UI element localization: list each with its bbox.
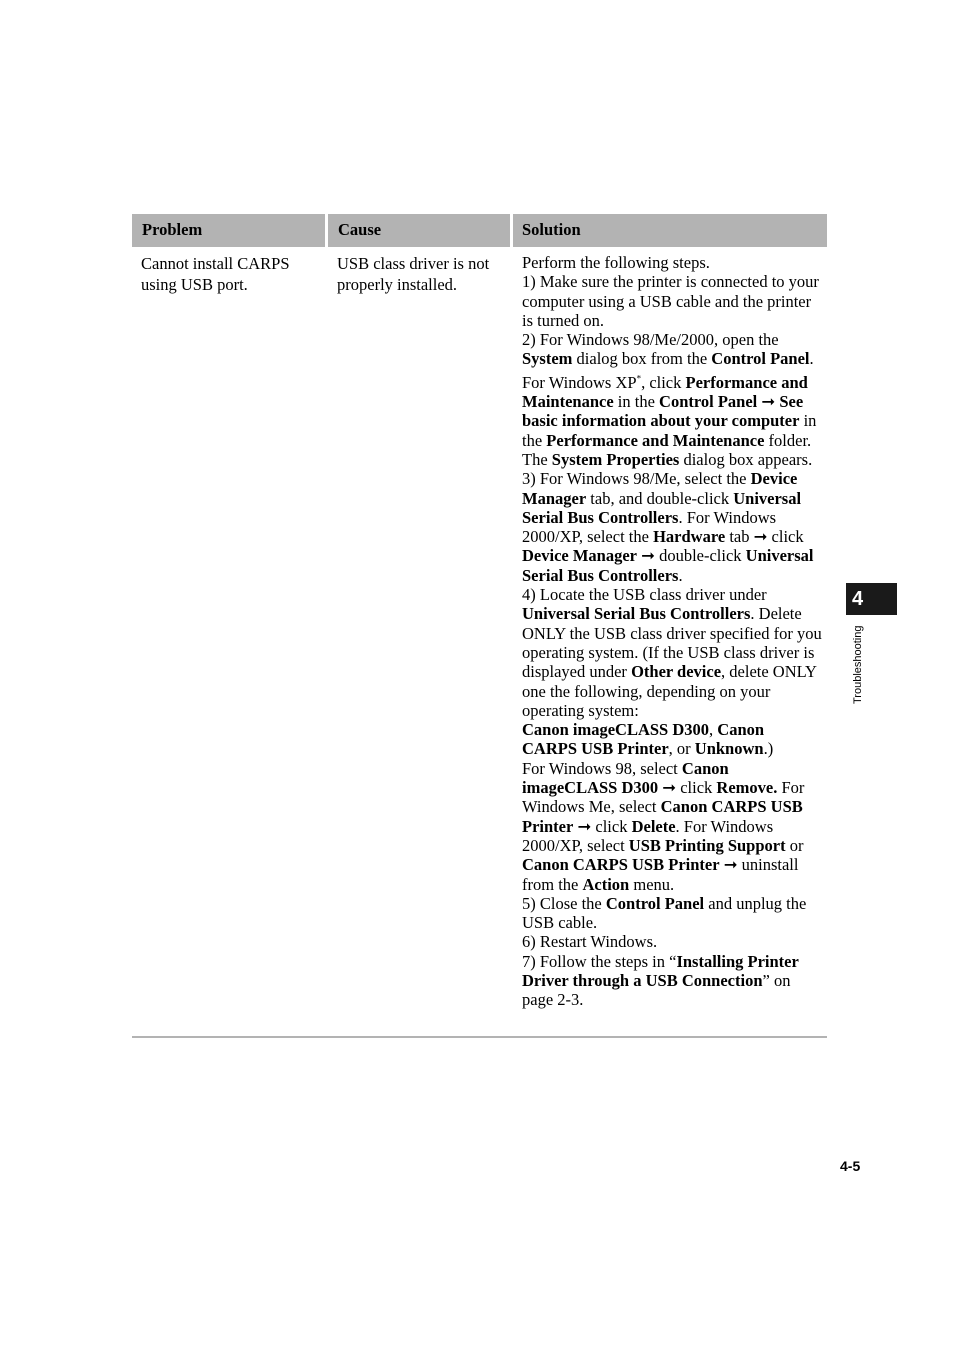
solution-text: System <box>522 349 573 369</box>
solution-text: 2) For Windows 98/Me/2000, open the <box>522 330 779 350</box>
solution-text: tab, and double-click <box>586 488 734 508</box>
solution-text: For Windows 98, select <box>522 758 682 778</box>
solution-text: or <box>785 835 804 855</box>
solution-text: and unplug the USB cable. <box>522 893 807 933</box>
solution-paragraph <box>522 720 822 759</box>
solution-paragraph <box>522 952 822 1010</box>
solution-text: menu. <box>629 874 675 894</box>
solution-text: Canon CARPS USB Printer <box>522 797 803 836</box>
solution-paragraph <box>522 932 822 951</box>
solution-paragraph <box>522 253 822 272</box>
cell-problem: Cannot install CARPS using USB port. <box>141 254 290 294</box>
solution-paragraph <box>522 894 822 933</box>
solution-text: System Properties <box>551 449 680 469</box>
solution-paragraph <box>522 373 822 469</box>
solution-text: Control Panel <box>711 349 810 369</box>
solution-text: Canon CARPS USB Printer <box>522 720 765 759</box>
solution-text: in the <box>522 411 817 450</box>
solution-text: * <box>636 373 642 384</box>
solution-text: 7) Follow the steps in “ <box>522 951 677 971</box>
solution-text: 1) Make sure the printer is connected to your computer using a USB cable and the printer is turned on. <box>522 272 819 330</box>
solution-text: Performance and Maintenance <box>546 430 765 450</box>
solution-text: , click <box>641 372 686 392</box>
solution-text: . <box>678 565 683 585</box>
cell-cause: USB class driver is not properly installed. <box>337 254 490 294</box>
solution-text: Universal Serial Bus Controllers <box>522 488 802 527</box>
solution-text: , or <box>668 739 695 759</box>
solution-text: .) <box>763 739 774 759</box>
solution-text: Canon imageCLASS D300 <box>522 720 710 740</box>
solution-text: Control Panel <box>659 392 758 412</box>
solution-text: Other device <box>631 662 722 682</box>
solution-text: For Windows XP <box>522 372 637 392</box>
solution-text: USB Printing Support <box>628 835 786 855</box>
solution-text: Device Manager <box>522 546 637 566</box>
solution-text: Performance and Maintenance <box>522 372 808 412</box>
solution-text: ➞ click <box>658 778 717 798</box>
solution-text: Canon imageCLASS D300 <box>522 758 729 798</box>
solution-paragraph <box>522 330 822 369</box>
solution-text: in the <box>613 392 660 412</box>
solution-text: Remove. <box>716 778 778 798</box>
solution-text: Installing Printer Driver through a USB Connection <box>522 951 799 990</box>
solution-text: Control Panel <box>605 893 705 913</box>
solution-text: dialog box from the <box>572 349 712 369</box>
solution-text: , <box>709 720 718 740</box>
solution-text: 5) Close the <box>522 893 606 913</box>
solution-text: ➞ double-click <box>637 546 746 566</box>
section-label: Troubleshooting <box>852 625 864 704</box>
solution-text: . Delete ONLY the USB class driver specified for you operating system. (If the USB class driver is displayed under <box>522 604 822 682</box>
solution-text: Perform the following steps. <box>522 253 710 272</box>
solution-text: Canon CARPS USB Printer <box>522 855 720 875</box>
solution-text: Universal Serial Bus Controllers <box>522 546 814 585</box>
solution-text: ➞ click <box>573 816 632 836</box>
solution-text: Action <box>582 874 630 894</box>
solution-text: folder. The <box>522 430 812 469</box>
solution-text: , delete ONLY one the following, depending on your operating system: <box>522 662 817 720</box>
solution-text: . For Windows 2000/XP, select the <box>522 507 777 547</box>
solution-text: Universal Serial Bus Controllers <box>522 604 751 624</box>
solution-text: Device Manager <box>522 469 798 508</box>
solution-text: Hardware <box>653 527 726 547</box>
header-problem: Problem <box>132 214 325 247</box>
solution-paragraph <box>522 585 822 720</box>
header-cause: Cause <box>328 214 510 247</box>
table-bottom-rule <box>132 1036 827 1038</box>
solution-text: Unknown <box>694 739 764 759</box>
solution-text: dialog box appears. <box>679 449 813 469</box>
solution-text: ” on page 2-3. <box>522 970 791 1010</box>
solution-text: . <box>809 349 814 369</box>
chapter-tab: 4 <box>846 583 897 615</box>
header-solution: Solution <box>513 214 827 247</box>
solution-text: See basic information about your computer <box>522 392 804 431</box>
solution-text: ➞ <box>757 392 780 412</box>
cell-solution <box>522 253 822 1010</box>
page-number: 4-5 <box>840 1158 861 1174</box>
solution-text: tab ➞ click <box>725 527 804 547</box>
solution-paragraph <box>522 759 822 894</box>
solution-text: 3) For Windows 98/Me, select the <box>522 469 751 489</box>
solution-text: ➞ uninstall from the <box>522 855 799 894</box>
solution-text: Delete <box>631 816 676 836</box>
solution-text: 4) Locate the USB class driver under <box>522 585 767 605</box>
solution-text: For Windows Me, select <box>522 778 805 817</box>
solution-paragraph <box>522 469 822 585</box>
solution-text: 6) Restart Windows. <box>522 932 658 952</box>
solution-text: . For Windows 2000/XP, select <box>522 816 774 855</box>
solution-paragraph <box>522 272 822 330</box>
